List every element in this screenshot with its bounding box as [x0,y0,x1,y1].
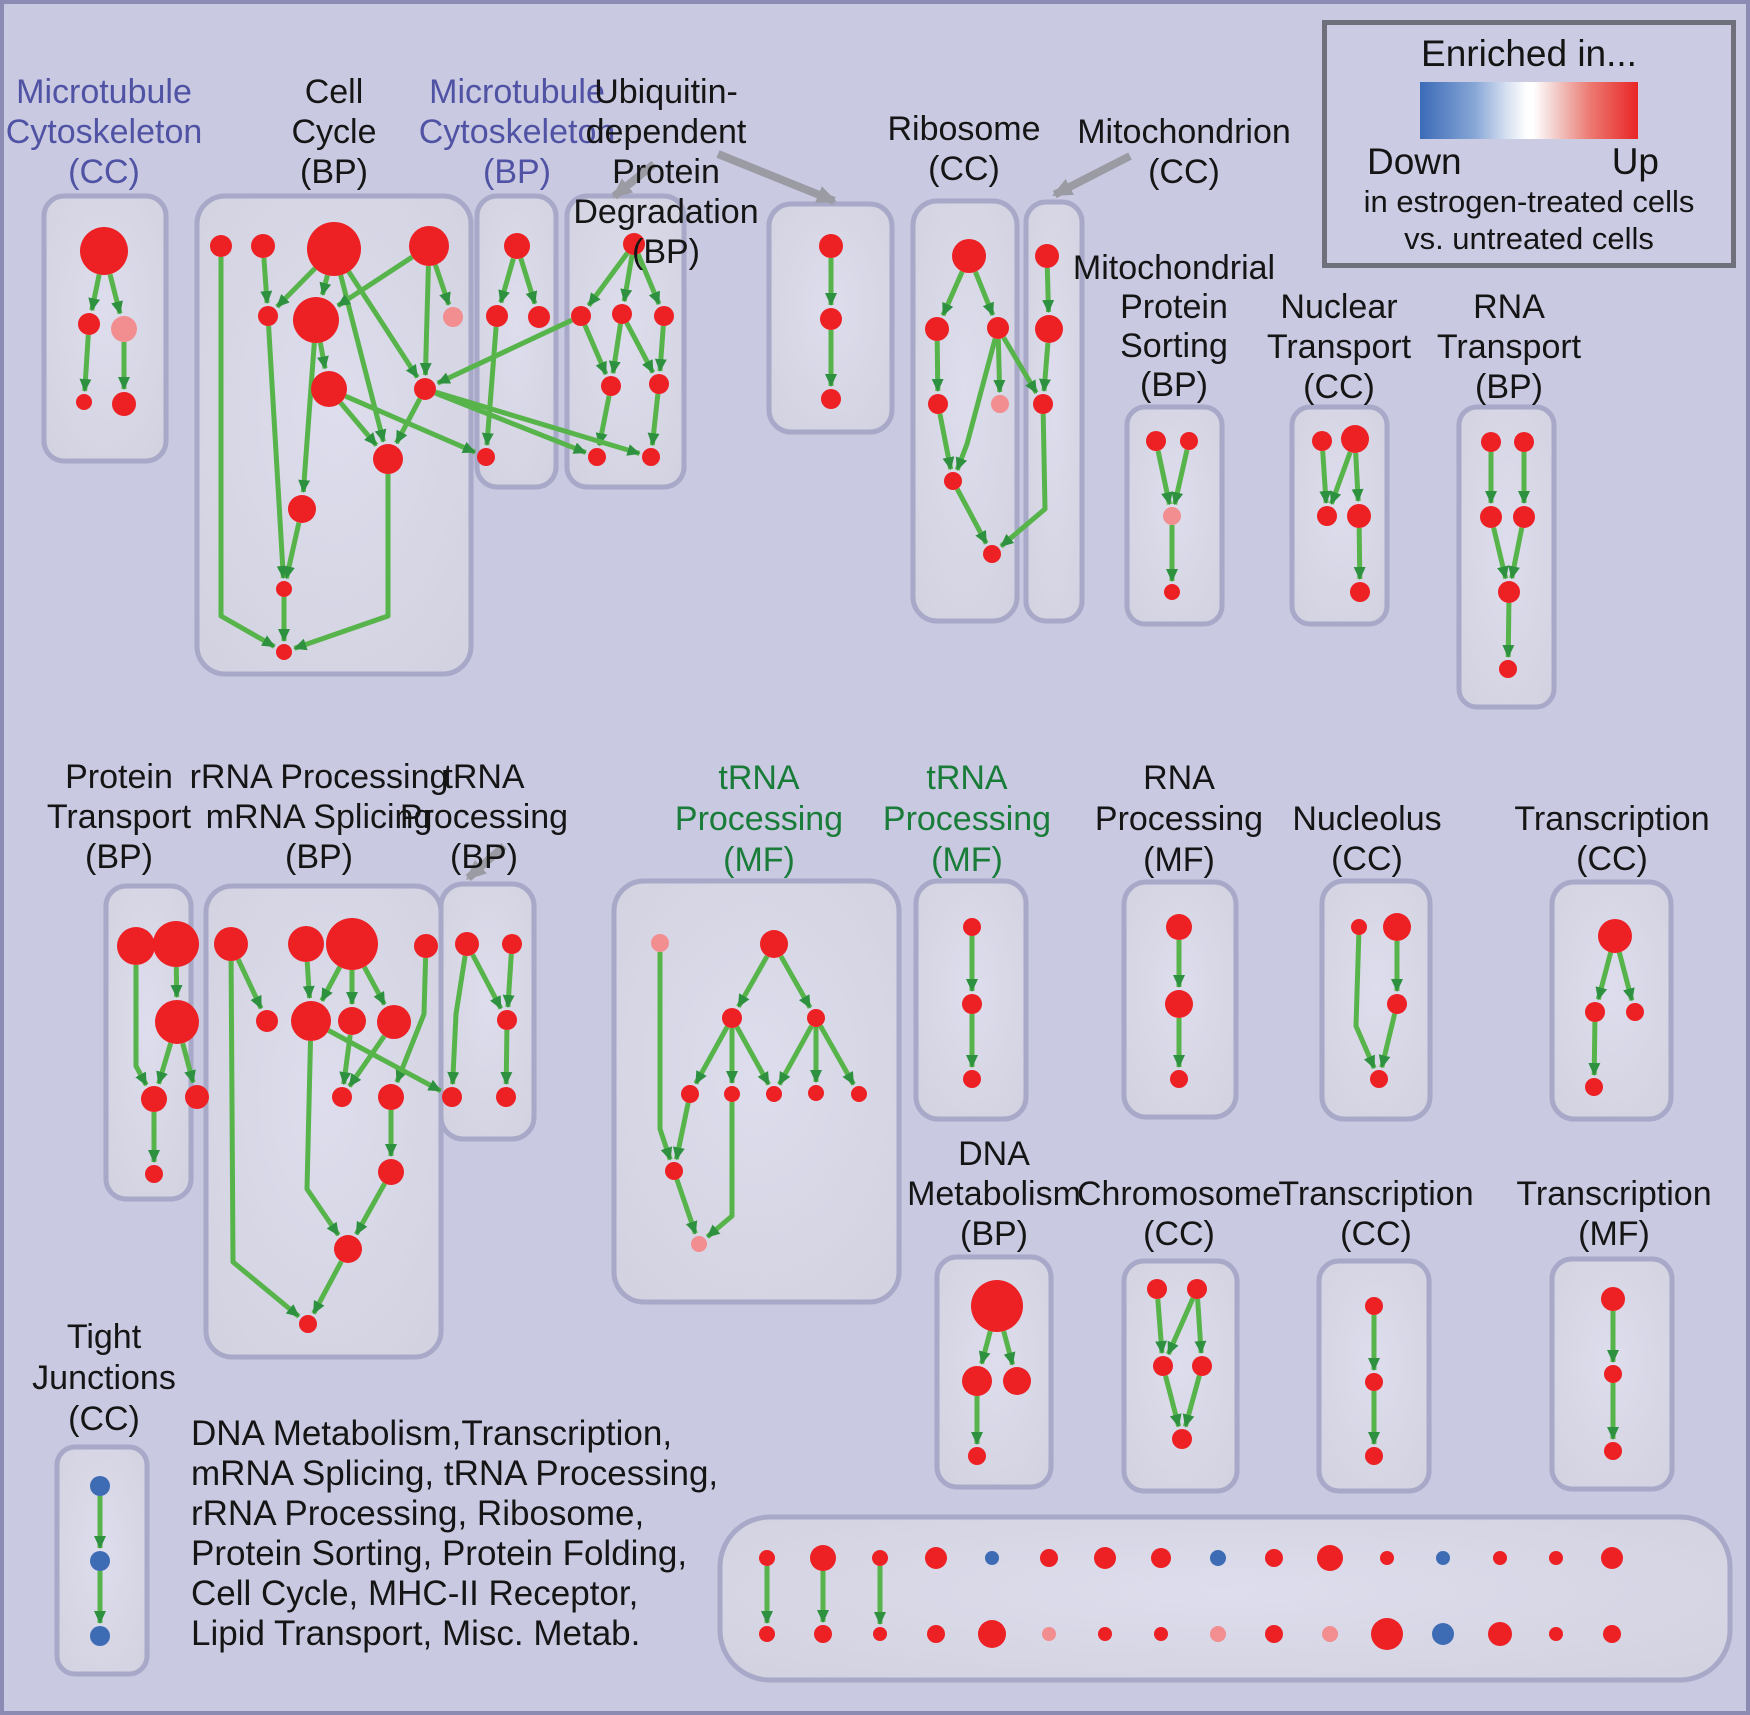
edge-arrow [1047,268,1048,312]
go-term-node [991,395,1009,413]
group-label-line: (MF) [931,841,1003,879]
go-term-node [455,932,479,956]
go-term-node [1317,1545,1343,1571]
legend-title: Enriched in... [1421,33,1637,74]
label-pointer-arrow [614,164,654,196]
group-label-line: Transcription [1278,1175,1474,1213]
edge-arrow [264,258,267,303]
group-label-line: Tight [66,1318,142,1356]
go-term-node [1370,1070,1388,1088]
group-label-line: DNA [958,1135,1030,1173]
go-term-node [334,1235,362,1263]
group-label-line: (BP) [84,838,153,876]
go-term-node [1601,1547,1623,1569]
group-label-line: Protein [612,153,720,191]
edge-arrow [508,954,511,1007]
go-term-node [1187,1279,1207,1299]
group-label-line: Protein [1120,288,1228,326]
go-term-node [1603,1625,1621,1643]
go-term-node [1040,1549,1058,1567]
go-term-node [90,1476,110,1496]
nuclear-transport-cc-box [1292,407,1387,624]
edge-arrow [998,339,999,392]
group-label-line: Mitochondrial [1072,249,1276,287]
go-term-node [571,306,591,326]
group-label-line: tRNA [718,759,800,797]
legend [1322,20,1736,268]
group-label-line: dependent [585,113,747,151]
go-term-node [210,235,232,257]
go-term-node [681,1085,699,1103]
go-term-node [1480,506,1502,528]
go-term-node [299,1315,317,1333]
go-term-node [76,394,92,410]
go-term-node [651,934,669,952]
go-term-node [963,1070,981,1088]
go-term-node [414,934,438,958]
edge-arrow [1359,528,1360,579]
go-term-node [1154,1627,1168,1641]
group-label-line: (CC) [1303,368,1375,406]
go-term-node [759,1626,775,1642]
group-label-line: tRNA [926,759,1008,797]
go-term-node [1035,244,1059,268]
go-term-node [1365,1447,1383,1465]
go-term-node [1601,1287,1625,1311]
go-term-node [649,374,669,394]
go-term-node [1604,1442,1622,1460]
group-label-line: Microtubule [16,73,192,111]
go-term-node [1549,1627,1563,1641]
go-term-node [987,317,1009,339]
go-term-node [1210,1550,1226,1566]
go-term-node [293,297,339,343]
go-term-node [145,1165,163,1183]
go-term-node [1498,581,1520,603]
go-term-node [766,1086,782,1102]
legend-subtitle-2: vs. untreated cells [1404,221,1654,256]
edge-arrow [1594,1022,1595,1075]
group-label-line: Mitochondrion [1077,113,1291,151]
go-term-node [1180,432,1198,450]
go-term-node [486,305,508,327]
go-term-node [820,308,842,330]
group-label-line: RNA [1143,759,1215,797]
go-term-node [1499,660,1517,678]
group-label-line: (BP) [300,153,368,191]
go-term-node [373,444,403,474]
legend-up-label: Up [1611,141,1659,182]
go-term-node [311,371,347,407]
go-term-node [1488,1622,1512,1646]
go-term-node [952,239,986,273]
go-term-node [927,1625,945,1643]
go-term-node [477,448,495,466]
go-term-node [153,921,199,967]
label-pointer-arrow [718,154,834,201]
misc-note-line: Lipid Transport, Misc. Metab. [191,1614,641,1653]
go-term-node [1147,1279,1167,1299]
go-term-node [409,226,449,266]
go-term-node [1003,1367,1031,1395]
group-label-line: (BP) [1140,366,1208,404]
group-label-line: RNA [1473,288,1545,326]
group-label-line: (CC) [1331,840,1403,878]
go-term-node [971,1280,1023,1332]
misc-note-line: Protein Sorting, Protein Folding, [191,1534,688,1573]
edge-arrow [307,962,309,998]
go-term-node [724,1086,740,1102]
go-term-node [1265,1625,1283,1643]
go-term-node [1317,506,1337,526]
chromosome-cc-box [1124,1261,1237,1491]
go-term-node [80,227,128,275]
go-term-node [814,1625,832,1643]
edge-arrow [1356,453,1359,501]
go-term-node [1514,432,1534,452]
go-term-node [496,1087,516,1107]
go-term-node [1436,1551,1450,1565]
go-term-node [1387,994,1407,1014]
go-term-node [691,1236,707,1252]
go-term-node [985,1551,999,1565]
go-term-node [1033,394,1053,414]
go-term-node [819,234,843,258]
go-term-node [1341,425,1369,453]
go-term-node [1513,506,1535,528]
go-term-node [928,394,948,414]
legend-subtitle-1: in estrogen-treated cells [1363,184,1695,219]
group-label-line: mRNA Splicing [205,798,433,836]
go-term-node [851,1086,867,1102]
go-term-node [307,222,361,276]
go-term-node [1146,431,1166,451]
go-term-node [1094,1547,1116,1569]
go-term-node [1165,990,1193,1018]
go-term-node [808,1085,824,1101]
go-term-node [821,389,841,409]
edge-arrow [425,266,428,375]
group-label-line: (BP) [1474,368,1543,406]
group-label-line: Nucleolus [1292,800,1442,838]
edge-arrow [1508,603,1509,657]
go-term-node [1042,1627,1056,1641]
go-term-node [759,1550,775,1566]
legend-gradient-bar [1420,82,1638,139]
go-term-node [722,1008,742,1028]
go-term-node [288,926,324,962]
group-label-line: (BP) [960,1215,1028,1253]
go-term-node [414,378,436,400]
group-label-line: (MF) [1578,1215,1650,1253]
go-term-node [251,234,275,258]
go-term-node [1312,431,1332,451]
go-term-node [1626,1003,1644,1021]
go-term-node [1098,1627,1112,1641]
edge-arrow [506,1030,507,1084]
go-term-node [925,1547,947,1569]
misc-note-line: DNA Metabolism,Transcription, [191,1414,673,1453]
group-label-line: Transcription [1514,800,1710,838]
go-term-node [528,306,550,328]
go-term-node [925,317,949,341]
misc-note-line: rRNA Processing, Ribosome, [191,1494,645,1533]
go-term-node [1604,1365,1622,1383]
go-term-node [1035,315,1063,343]
go-term-node [141,1086,167,1112]
go-term-node [1549,1551,1563,1565]
group-label-line: tRNA [443,758,525,796]
go-term-node [665,1162,683,1180]
group-label-line: Transport [1436,328,1582,366]
go-term-node [1585,1002,1605,1022]
group-label-line: Processing [399,798,569,836]
group-label-line: Microtubule [429,73,605,111]
group-label-line: Chromosome [1076,1175,1282,1213]
go-term-node [968,1447,986,1465]
go-term-node [1598,919,1632,953]
go-term-node [256,1010,278,1032]
go-term-node [642,448,660,466]
go-term-node [443,307,463,327]
go-term-node [1371,1618,1403,1650]
go-term-node [326,918,378,970]
go-term-node [1153,1356,1173,1376]
go-term-node [1192,1356,1212,1376]
group-label-line: Cycle [291,113,377,151]
go-term-node [873,1627,887,1641]
go-term-node [117,927,155,965]
go-term-node [1166,914,1192,940]
edge-arrow [1323,451,1326,503]
go-term-node [258,306,278,326]
group-label-line: rRNA Processing [189,758,449,796]
go-term-node [1170,1070,1188,1088]
go-term-node [504,233,530,259]
group-label-line: (MF) [1143,841,1215,879]
go-term-node [1481,432,1501,452]
go-term-node [872,1550,888,1566]
go-term-node [612,304,632,324]
group-label-line: (CC) [1576,840,1648,878]
go-term-node [90,1626,110,1646]
go-term-node [1265,1549,1283,1567]
go-term-node [760,930,788,958]
go-term-node [983,545,1001,563]
group-label-line: Degradation [573,193,759,231]
group-label-line: Processing [674,800,844,838]
group-label-line: (BP) [449,838,518,876]
group-label-line: Ubiquitin- [594,73,738,111]
group-label-line: Protein [65,758,173,796]
group-label-line: Transport [46,798,192,836]
group-label-line: Sorting [1120,327,1228,365]
go-term-node [442,1087,462,1107]
group-label-line: (BP) [482,153,551,191]
go-term-node [1347,504,1371,528]
group-label-line: Transport [1266,328,1412,366]
legend-down-label: Down [1367,141,1462,182]
go-term-node [623,233,645,255]
go-term-node [1585,1078,1603,1096]
go-term-node [1163,507,1181,525]
group-label-line: Junctions [32,1359,176,1397]
go-term-node [1151,1548,1171,1568]
go-term-node [276,581,292,597]
group-label-line: (CC) [1340,1215,1412,1253]
go-term-node [963,918,981,936]
go-term-node [1172,1429,1192,1449]
legend-extremes-row [1327,139,1731,183]
go-term-node [1365,1373,1383,1391]
go-term-node [377,1005,411,1039]
group-label-line: Cell [304,73,364,111]
go-term-node [1380,1551,1394,1565]
go-term-node [810,1545,836,1571]
go-term-node [962,1366,992,1396]
go-term-node [807,1009,825,1027]
edge-arrow [937,341,938,391]
group-label-line: Transcription [1516,1175,1712,1213]
go-term-node [338,1007,366,1035]
go-term-node [497,1010,517,1030]
go-term-node [601,376,621,396]
go-term-node [112,392,136,416]
go-term-node [291,1001,331,1041]
edge-arrow [660,326,663,371]
go-term-node [588,448,606,466]
misc-note-line: Cell Cycle, MHC-II Receptor, [191,1574,639,1613]
group-label-line: (BP) [285,838,353,876]
go-term-node [90,1551,110,1571]
go-term-node [1164,584,1180,600]
label-pointer-arrow [468,846,504,878]
go-term-node [111,316,137,342]
misc-terms-box-box [720,1517,1730,1680]
go-term-node [78,313,100,335]
go-term-node [332,1087,352,1107]
group-label-line: (MF) [723,841,795,879]
go-term-node [378,1159,404,1185]
group-label-line: (CC) [928,150,1000,188]
go-term-node [962,994,982,1014]
group-label-line: (CC) [1148,153,1220,191]
group-label-line: (CC) [68,153,140,191]
go-term-node [276,644,292,660]
go-term-node [1365,1297,1383,1315]
go-term-node [978,1620,1006,1648]
go-term-node [502,934,522,954]
group-label-line: Cytoskeleton [5,113,203,151]
group-label-line: Cytoskeleton [418,113,616,151]
group-label-line: Nuclear [1280,288,1398,326]
group-label-line: Ribosome [887,110,1041,148]
go-term-node [288,495,316,523]
go-term-node [1383,913,1411,941]
transcription-cc-upper-box [1552,882,1671,1119]
go-term-node [944,472,962,490]
group-label-line: (BP) [632,233,700,271]
group-label-line: Metabolism [907,1175,1081,1213]
go-term-node [1351,919,1367,935]
go-term-node [1493,1551,1507,1565]
go-term-node [214,927,248,961]
go-term-node [1350,582,1370,602]
go-term-node [185,1085,209,1109]
misc-terms-note [191,1414,718,1654]
go-term-node [1432,1623,1454,1645]
go-term-node [1210,1626,1226,1642]
group-label-line: Processing [1094,800,1264,838]
group-label-line: (CC) [68,1400,140,1438]
misc-note-line: mRNA Splicing, tRNA Processing, [191,1454,719,1493]
go-term-node [654,306,674,326]
go-term-node [155,1000,199,1044]
group-label-line: Processing [882,800,1052,838]
go-term-node [378,1084,404,1110]
label-pointer-arrow [1055,156,1130,195]
group-label-line: (CC) [1143,1215,1215,1253]
go-term-node [1322,1626,1338,1642]
